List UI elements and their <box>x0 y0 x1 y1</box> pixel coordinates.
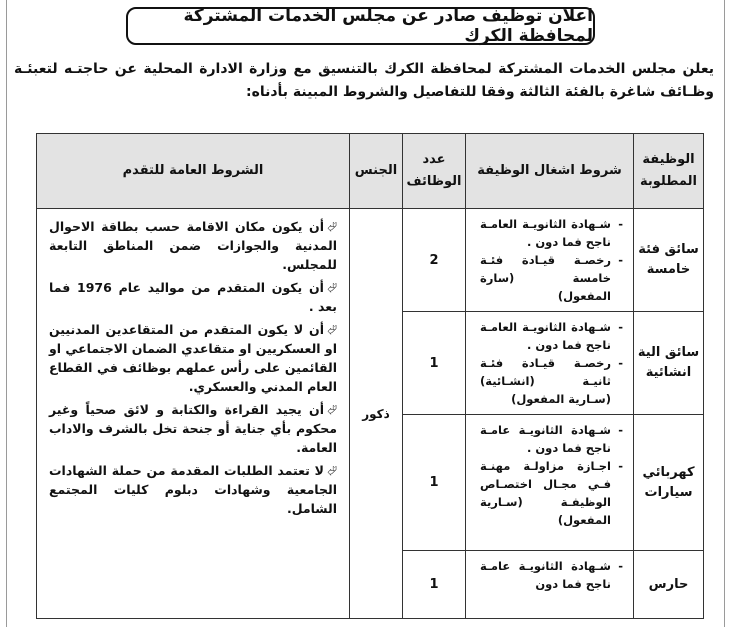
header-conditions: شروط اشغال الوظيفة <box>466 134 634 209</box>
general-conditions-cell <box>37 209 350 619</box>
checkbox-arrow-icon: ⮰ <box>326 280 337 295</box>
condition-item: - اجـازة مزاولـة مهنـة فـي مجـال اختصـاص الوظيفـة (سـارية المفعول) <box>480 457 611 529</box>
table-row <box>37 209 704 312</box>
job-count: 1 <box>403 312 466 415</box>
checkbox-arrow-icon: ⮰ <box>326 402 337 417</box>
general-condition-item: ⮰أن لا يكون المتقدم من المتقاعدين المدنيين او العسكريين او متقاعدي الضمان الاجتماعي او القائمين على رأس عملهم بوظائف في القطاع العام المدني والعسكري. <box>49 322 337 394</box>
job-title: كهربائي سيارات <box>634 415 704 551</box>
condition-item: - شـهادة الثانويـة عامـة ناجح فما دون . <box>480 421 611 457</box>
job-count: 1 <box>403 551 466 619</box>
job-title: سائق الية انشائية <box>634 312 704 415</box>
gender-cell: ذكور <box>350 209 403 619</box>
general-condition-item: ⮰أن يجيد القراءة والكتابة و لائق صحياً وغير محكوم بأي جناية أو جنحة تخل بالشرف والاداب العامة. <box>49 402 337 455</box>
page-edge-left <box>6 0 7 627</box>
general-condition-item: ⮰أن يكون المتقدم من مواليد عام 1976 فما بعد . <box>49 280 337 314</box>
job-conditions <box>466 415 634 551</box>
page-edge-right <box>724 0 725 627</box>
checkbox-arrow-icon: ⮰ <box>326 219 337 234</box>
header-general: الشروط العامة للتقدم <box>37 134 350 209</box>
general-condition-item: ⮰أن يكون مكان الاقامة حسب بطاقة الاحوال المدنية والجوازات ضمن المناطق التابعة للمجلس. <box>49 219 337 272</box>
header-count: عدد الوظائف <box>403 134 466 209</box>
general-condition-item: ⮰لا تعتمد الطلبات المقدمة من حملة الشهادات الجامعية وشهادات دبلوم كليات المجتمع الشامل. <box>49 463 337 516</box>
job-conditions <box>466 209 634 312</box>
header-job: الوظيفة المطلوبة <box>634 134 704 209</box>
job-count: 2 <box>403 209 466 312</box>
job-title: سائق فئة خامسة <box>634 209 704 312</box>
job-title: حارس <box>634 551 704 619</box>
announcement-title: اعلان توظيف صادر عن مجلس الخدمات المشتركة لمحافظة الكرك <box>126 7 595 45</box>
job-conditions <box>466 551 634 619</box>
checkbox-arrow-icon: ⮰ <box>326 463 337 478</box>
condition-item: - شـهادة الثانويـة عامـة ناجح فما دون <box>480 557 611 593</box>
table-header-row <box>37 134 704 209</box>
job-conditions <box>466 312 634 415</box>
jobs-table <box>36 133 704 619</box>
job-count: 1 <box>403 415 466 551</box>
intro-paragraph: يعلن مجلس الخدمات المشتركة لمحافظة الكرك بالتنسيق مع وزارة الادارة المحلية عن حاجتـه لتعبئـة وظـائف شاغرة بالفئة الثالثة وفقا للتفاصيل والشروط المبينة بأدناه: <box>14 61 714 100</box>
condition-item: - رخصـة قيـادة فئـة ثانيـة (انشـائية) (سـارية المفعول) <box>480 354 611 408</box>
condition-item: - شـهادة الثانويـة العامـة ناجح فما دون . <box>480 318 611 354</box>
condition-item: - رخصـة قيـادة فئـة خامسة (سارة المفعول) <box>480 251 611 305</box>
header-gender: الجنس <box>350 134 403 209</box>
condition-item: - شـهادة الثانويـة العامـة ناجح فما دون . <box>480 215 611 251</box>
checkbox-arrow-icon: ⮰ <box>326 322 337 337</box>
